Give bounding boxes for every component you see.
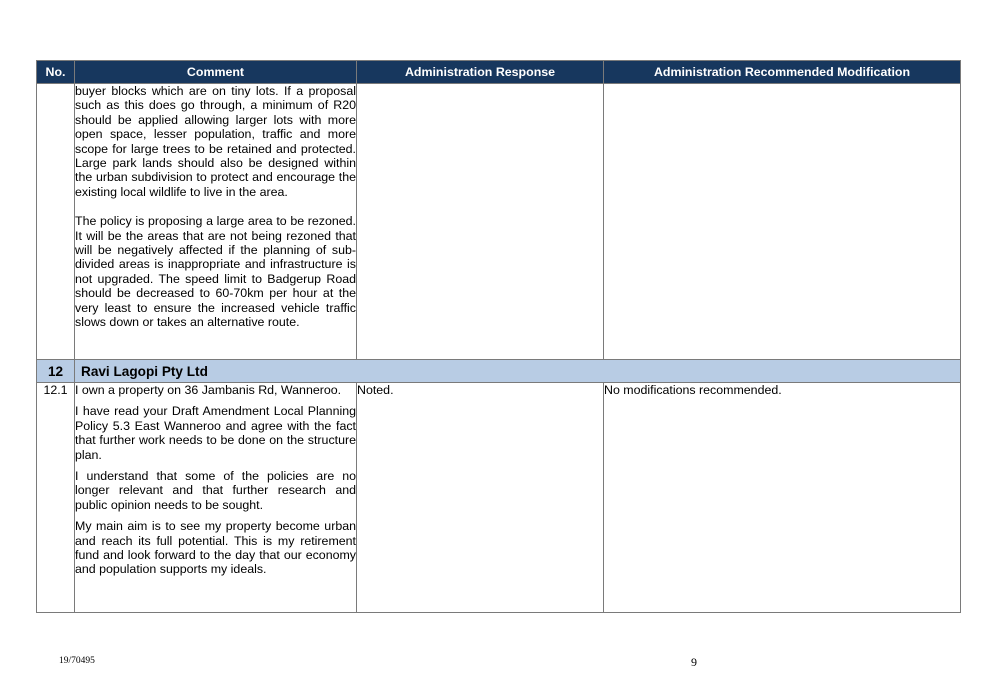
- document-reference: 19/70495: [59, 656, 95, 666]
- header-modification: Administration Recommended Modification: [604, 61, 961, 84]
- comment-paragraph: I have read your Draft Amendment Local Planning Policy 5.3 East Wanneroo and agree with the fact that further work needs to be done on the structure plan.: [75, 404, 356, 462]
- continued-comment-cell: [75, 84, 357, 360]
- section-number: 12: [37, 360, 75, 383]
- table-header-row: [37, 61, 961, 84]
- comment-paragraph: The policy is proposing a large area to be rezoned. It will be the areas that are not being rezoned that will be negatively affected if the planning of sub-divided areas is inappropriate and infrastructure is not upgraded. The speed limit to Badgerup Road should be decreased to 60-70km per hour at the very least to ensure the increased vehicle traffic slows down or takes an alternative route.: [75, 214, 356, 330]
- submissions-table: [36, 60, 961, 613]
- header-response: Administration Response: [357, 61, 604, 84]
- header-comment: Comment: [75, 61, 357, 84]
- table-row: [37, 383, 961, 613]
- page-number: 9: [691, 655, 697, 669]
- item-modification: No modifications recommended.: [604, 383, 961, 613]
- comment-paragraph: I own a property on 36 Jambanis Rd, Wanneroo.: [75, 383, 342, 397]
- continued-response-cell: [357, 84, 604, 360]
- section-title: Ravi Lagopi Pty Ltd: [75, 360, 961, 383]
- continued-number-cell: [37, 84, 75, 360]
- continued-modification-cell: [604, 84, 961, 360]
- header-no: No.: [37, 61, 75, 84]
- item-number: 12.1: [37, 383, 75, 613]
- item-response: Noted.: [357, 383, 604, 613]
- table-row: [37, 84, 961, 360]
- comment-paragraph: buyer blocks which are on tiny lots. If a proposal such as this does go through, a minimum of R20 should be applied allowing larger lots with more open space, lesser population, traffic and more scope for large trees to be retained and protected. Large park lands should also be designed within the urban subdivision to protect and encourage the existing local wildlife to live in the area.: [75, 84, 356, 199]
- section-row: [37, 360, 961, 383]
- comment-paragraph: I understand that some of the policies are no longer relevant and that further research and public opinion needs to be sought.: [75, 469, 356, 512]
- comment-paragraph: My main aim is to see my property become urban and reach its full potential. This is my retirement fund and look forward to the day that our economy and population supports my ideals.: [75, 519, 356, 577]
- item-comment-cell: [75, 383, 357, 613]
